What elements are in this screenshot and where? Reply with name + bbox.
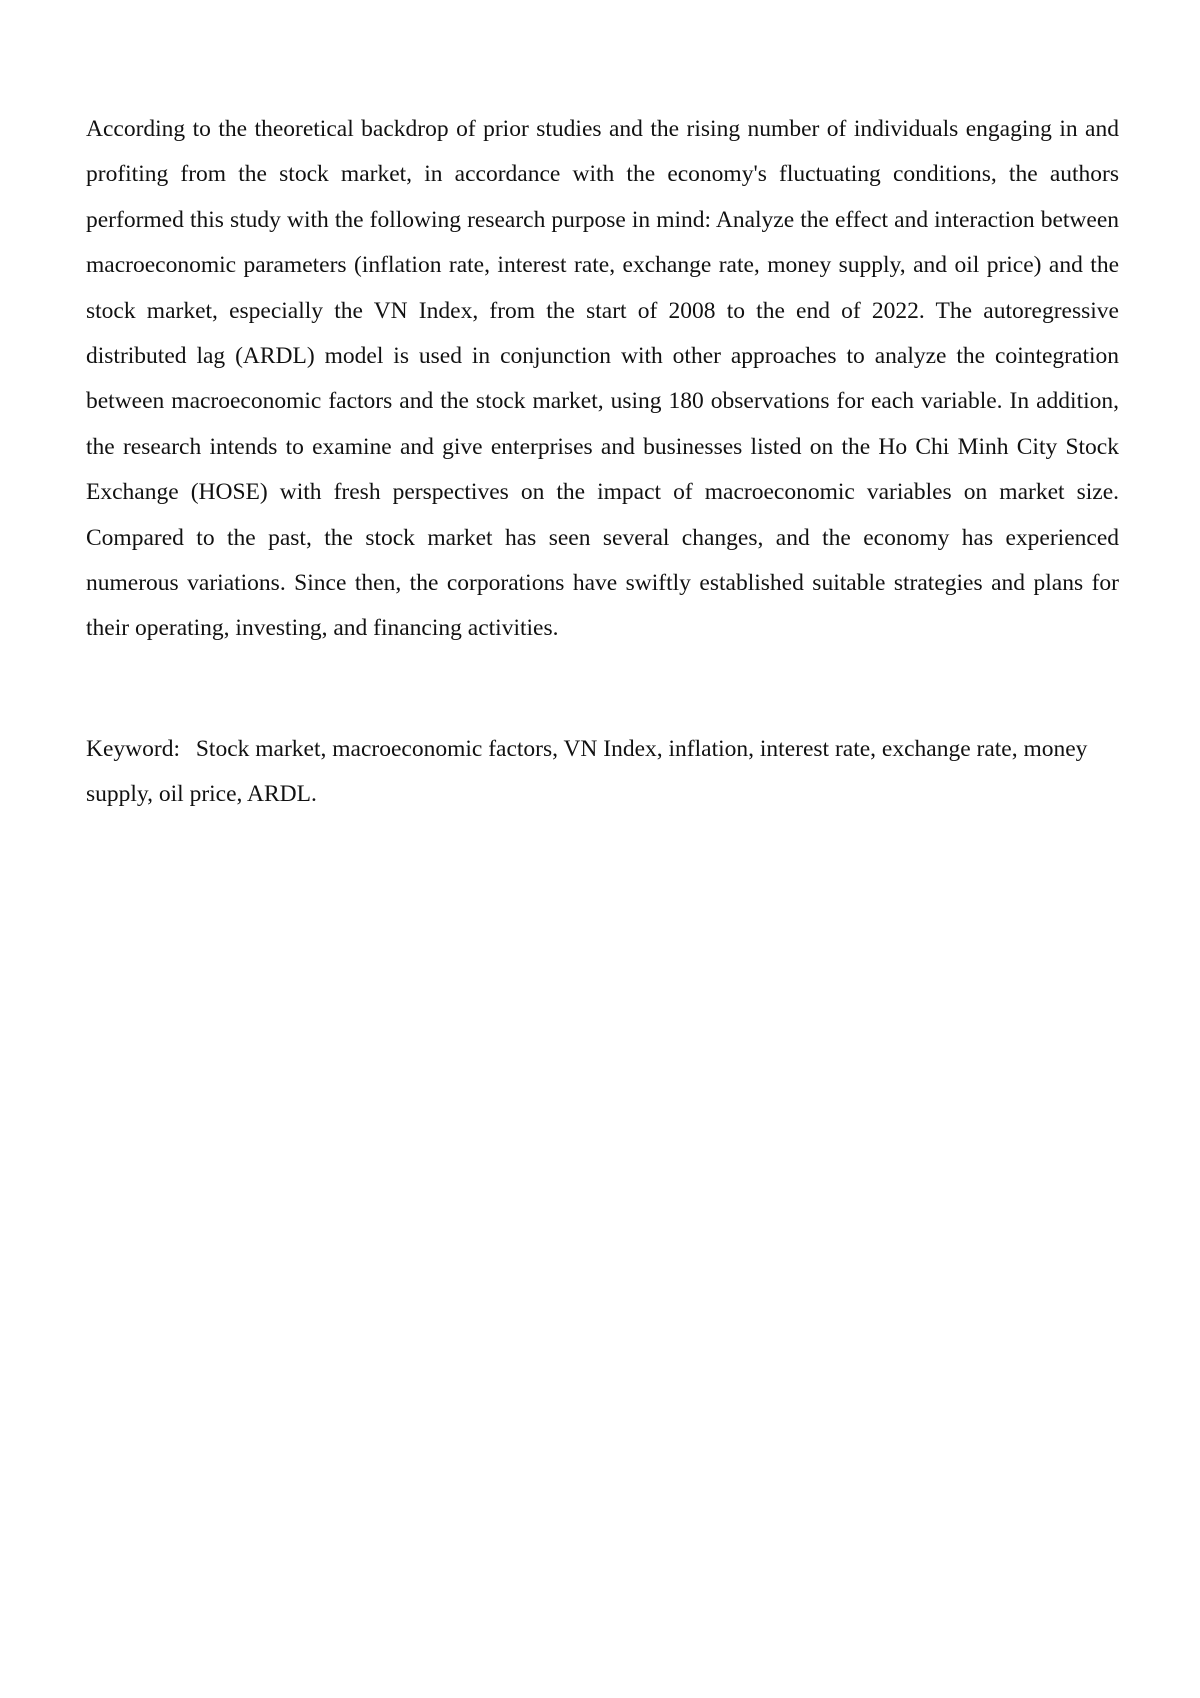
keywords-paragraph [86, 727, 1119, 817]
abstract-paragraph: According to the theoretical backdrop of prior studies and the rising number of individuals engaging in and profiting from the stock market, in accordance with the economy's fluctuating conditions, the authors performed this study with the following research purpose in mind: Analyze the effect and interaction between macroeconomic parameters (inflation rate, interest rate, exchange rate, money supply, and oil price) and the stock market, especially the VN Index, from the start of 2008 to the end of 2022. The autoregressive distributed lag (ARDL) model is used in conjunction with other approaches to analyze the cointegration between macroeconomic factors and the stock market, using 180 observations for each variable. In addition, the research intends to examine and give enterprises and businesses listed on the Ho Chi Minh City Stock Exchange (HOSE) with fresh perspectives on the impact of macroeconomic variables on market size. Compared to the past, the stock market has seen several changes, and the economy has experienced numerous variations. Since then, the corporations have swiftly established suitable strategies and plans for their operating, investing, and financing activities. [86, 116, 1119, 642]
keywords-label: Keyword: [86, 736, 180, 762]
keywords-text: Stock market, macroeconomic factors, VN Index, inflation, interest rate, exchange rate, money supply, oil price, ARDL. [86, 736, 1088, 807]
